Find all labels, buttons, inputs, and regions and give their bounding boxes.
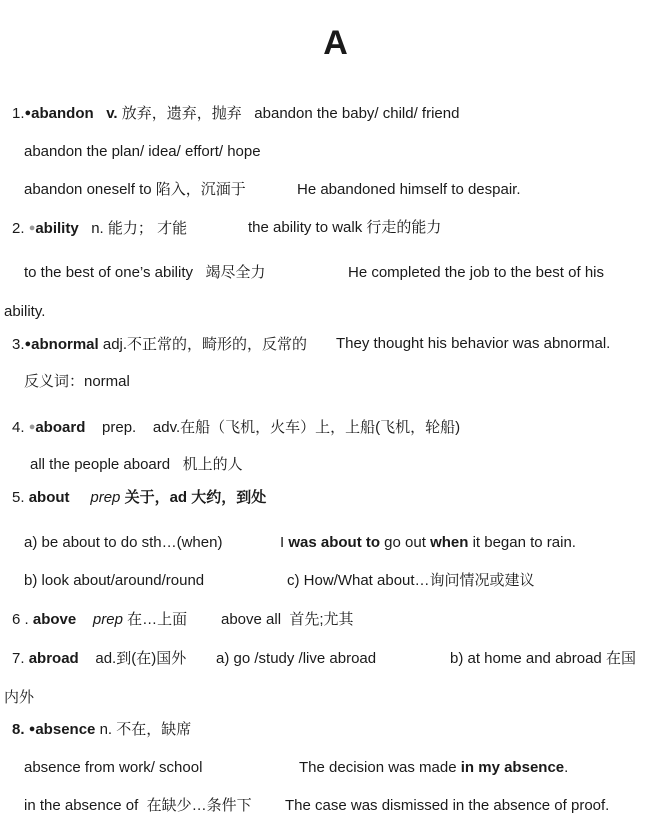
meaning: 到(在)国外	[116, 650, 187, 667]
entry-ability-phrase	[24, 263, 266, 283]
entry-number: 1.	[12, 105, 25, 122]
bullet-icon: ●	[24, 107, 32, 119]
entry-abroad	[12, 649, 186, 669]
bullet-icon: ●	[28, 723, 36, 735]
phrase-example: The case was dismissed in the absence of proof.	[285, 797, 610, 814]
usage-b: b) look about/around/round	[24, 572, 205, 589]
entry-absence-line2: absence from work/ school	[24, 759, 203, 776]
part-of-speech: v.	[106, 105, 118, 122]
headword: abnormal	[31, 336, 99, 353]
usage-b: b) at home and abroad 在国	[450, 650, 636, 667]
phrase-example-cont: ability.	[4, 303, 46, 320]
headword: about	[28, 489, 70, 506]
bullet-icon: ●	[28, 222, 36, 234]
antonym: 反义词：normal	[24, 373, 130, 390]
headword: abandon	[31, 105, 94, 122]
phrase: all the people aboard	[30, 456, 171, 473]
usage-b-cont: 内外	[4, 689, 35, 706]
bullet-icon: ●	[28, 421, 36, 433]
entry-above	[12, 610, 187, 630]
entry-number: 3.	[12, 336, 25, 353]
example-text: go out	[380, 534, 431, 551]
entry-number: 2.	[12, 220, 25, 237]
usage-c: c) How/What about…询问情况或建议	[287, 572, 535, 589]
meaning: 放弃，遗弃，抛弃	[121, 105, 242, 122]
example-text: The decision was made	[299, 759, 461, 776]
entry-about	[12, 488, 266, 508]
headword: ability	[35, 220, 79, 237]
phrase: abandon oneself to	[24, 181, 152, 198]
entry-absence-phrase	[24, 796, 252, 816]
phrase: above all	[221, 611, 282, 628]
headword: abroad	[28, 650, 79, 667]
meaning: 能力； 才能	[107, 220, 188, 237]
meaning: 关于，ad 大约，到处	[124, 489, 267, 506]
example: abandon the baby/ child/ friend	[254, 105, 460, 122]
example-text: the ability to walk	[248, 219, 363, 236]
example	[299, 758, 568, 778]
part-of-speech: n.	[99, 721, 113, 738]
example-bold: when	[430, 534, 469, 551]
headword: aboard	[35, 419, 86, 436]
entry-ability	[12, 218, 187, 239]
phrase-meaning: 首先;尤其	[289, 611, 354, 628]
entry-number: 4.	[12, 419, 25, 436]
meaning: adv.在船（飞机，火车）上，上船(飞机，轮船)	[152, 419, 461, 436]
part-of-speech: adj.	[102, 336, 128, 353]
phrase-meaning: 在缺少…条件下	[146, 797, 252, 814]
headword: absence	[35, 721, 96, 738]
entry-abandon-phrase	[24, 180, 246, 200]
phrase-example: He abandoned himself to despair.	[297, 181, 521, 198]
part-of-speech: prep	[90, 489, 121, 506]
entry-number: 8.	[12, 721, 25, 738]
example-bold: was about to	[288, 534, 381, 551]
phrase-meaning: 竭尽全力	[205, 264, 266, 281]
meaning: 在…上面	[127, 611, 188, 628]
entry-above-phrase	[221, 610, 354, 630]
part-of-speech: ad.	[95, 650, 117, 667]
example	[248, 218, 441, 238]
phrase: in the absence of	[24, 797, 139, 814]
usage-a-example	[280, 533, 576, 553]
example-bold: in my absence	[460, 759, 565, 776]
example-meaning: 行走的能力	[366, 219, 442, 236]
entry-abandon-line2: abandon the plan/ idea/ effort/ hope	[24, 143, 261, 160]
headword: above	[32, 611, 77, 628]
usage-a: a) be about to do sth…(when)	[24, 534, 223, 551]
part-of-speech: prep.	[102, 419, 137, 436]
usage-a: a) go /study /live abroad	[216, 650, 377, 667]
phrase-example: He completed the job to the best of his	[348, 264, 604, 281]
part-of-speech: prep	[92, 611, 123, 628]
entry-number: 6 .	[12, 611, 29, 628]
phrase-meaning: 陷入，沉湎于	[155, 181, 246, 198]
entry-number: 5.	[12, 489, 25, 506]
phrase-meaning: 机上的人	[182, 456, 243, 473]
example-text: I	[280, 534, 289, 551]
page-title: A	[323, 24, 348, 62]
entry-abandon	[12, 103, 459, 124]
example-text: it began to rain.	[468, 534, 576, 551]
bullet-icon: ●	[24, 338, 32, 350]
entry-abnormal	[12, 334, 307, 355]
entry-number: 7.	[12, 650, 25, 667]
example-text: .	[564, 759, 569, 776]
entry-absence	[12, 719, 191, 740]
phrase: to the best of one’s ability	[24, 264, 193, 281]
example: They thought his behavior was abnormal.	[336, 335, 611, 352]
meaning: 不正常的，畸形的，反常的	[127, 336, 308, 353]
entry-aboard	[12, 417, 460, 438]
part-of-speech: n.	[91, 220, 104, 237]
meaning: 不在，缺席	[116, 721, 192, 738]
entry-aboard-phrase	[30, 455, 243, 475]
